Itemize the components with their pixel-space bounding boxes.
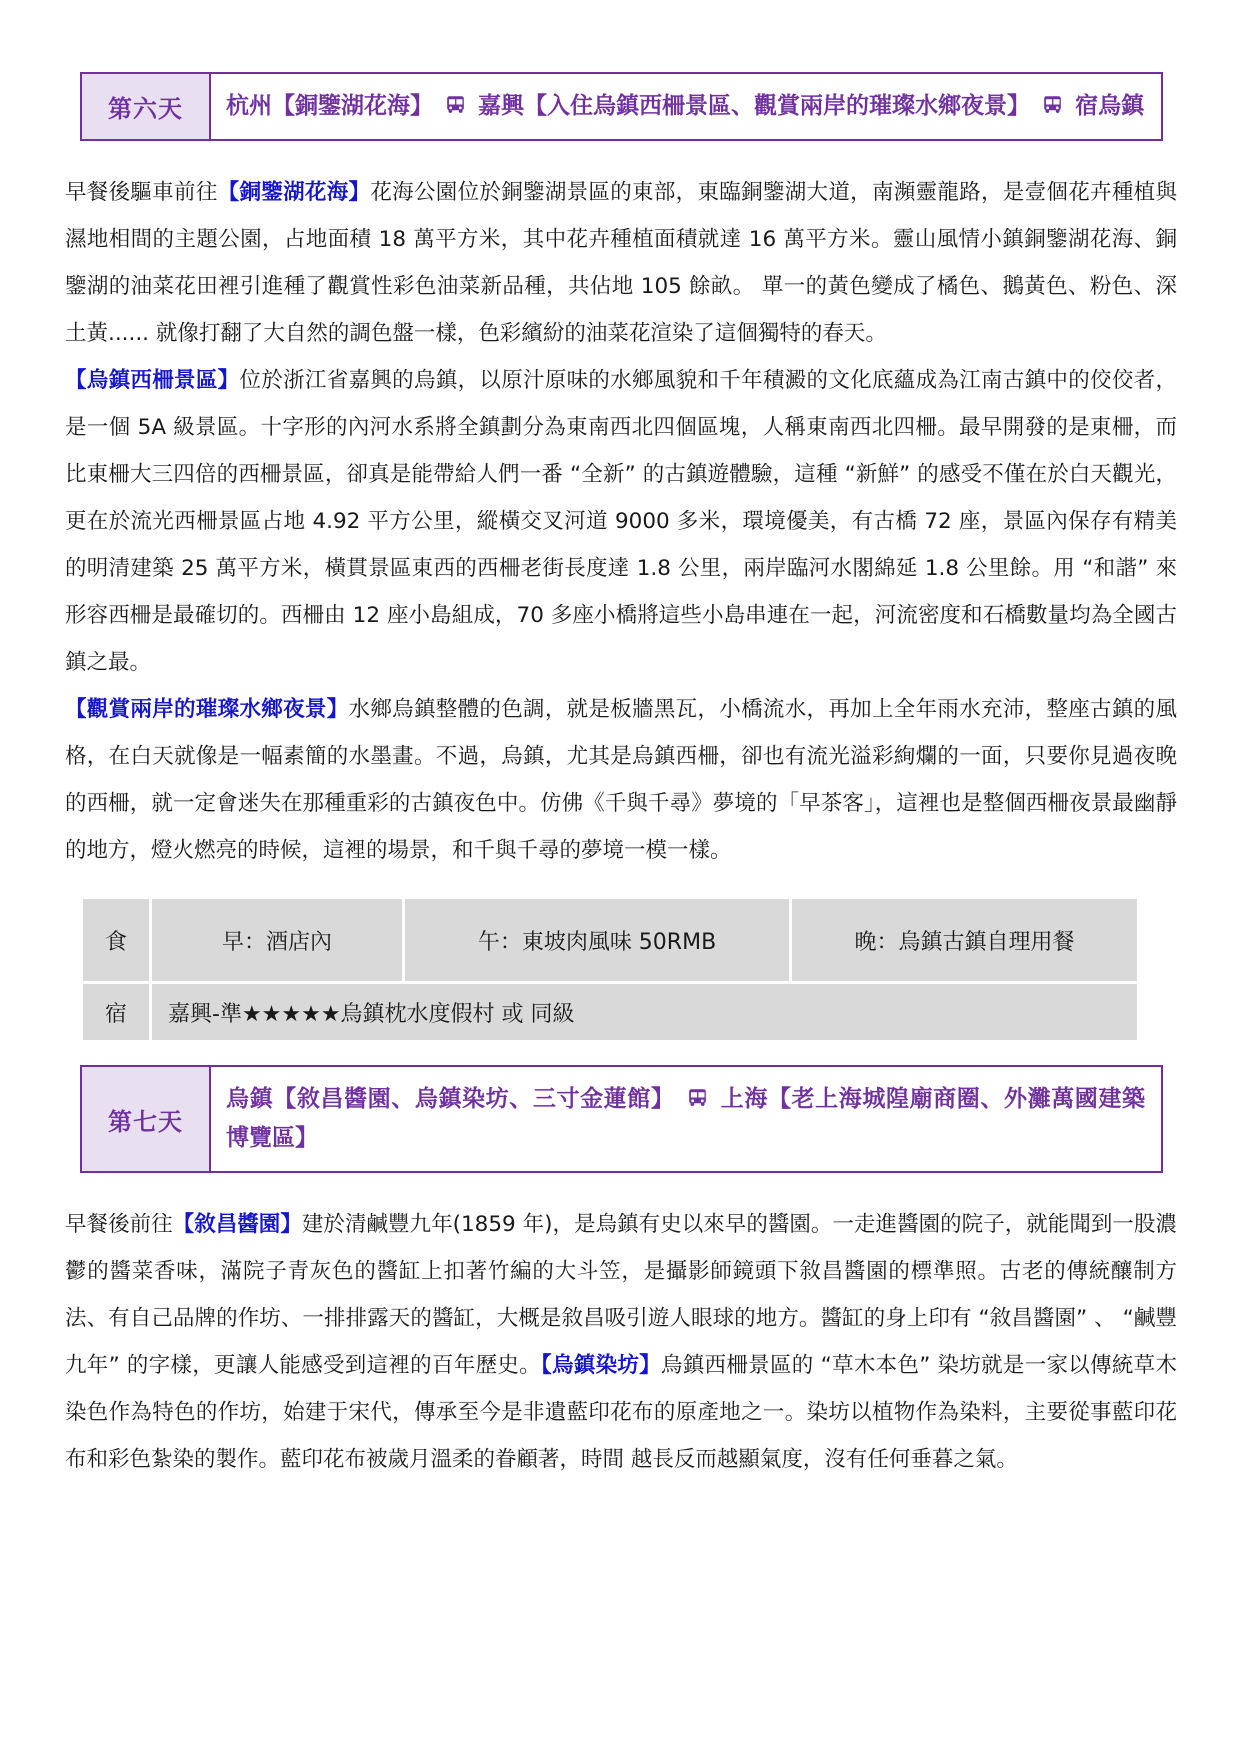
accommodation-row-label: 宿 [83,984,149,1040]
highlighted-attraction: 【烏鎮西柵景區】 [65,368,240,393]
text-run: 花海公園位於銅鑒湖景區的東部，東臨銅鑒湖大道，南瀕靈龍路，是壹個花卉種植與濕地相間的主題公園，占地面積 18 萬平方米，其中花卉種植面積就達 16 萬平方米。靈山風情小鎮銅鑒湖花海、銅鑒湖的油菜花田裡引進種了觀賞性彩色油菜新品種，共佔地 105 餘畝。 單一的黃色變成了橘色、鵝黃色、粉色、深土黃...... 就像打翻了大自然的調色盤一樣，色彩繽紛的油菜花渲染了這個獨特的春天。 [65,180,1177,346]
dinner-cell: 晚：烏鎮古鎮自理用餐 [792,899,1137,981]
day7-title [211,1067,1161,1171]
hotel-cell: 嘉興-準★★★★★烏鎮枕水度假村 或 同級 [152,984,1137,1040]
paragraph-xuchang-sauce-garden-dye-workshop [65,1201,1177,1483]
text-run: 建於清鹹豐九年(1859 年)，是烏鎮有史以來早的醬園。一走進醬園的院子，就能聞到一股濃鬱的醬菜香味，滿院子青灰色的醬缸上扣著竹編的大斗笠，是攝影師鏡頭下敘昌醬園的標準照。古老的傳統釀制方法、有自己品牌的作坊、一排排露天的醬缸，大概是敘昌吸引遊人眼球的地方。醬缸的身上印有 “敘昌醬園” 、 “鹹豐九年” 的字樣，更讓人能感受到這裡的百年歷史。 [65,1212,1177,1378]
highlighted-attraction: 【烏鎮染坊】 [540,1353,661,1378]
text-run: 宿烏鎮 [1075,93,1145,119]
meal-row-label: 食 [83,899,149,981]
text-run: 烏鎮【敘昌醬園、烏鎮染坊、三寸金蓮館】 [226,1086,675,1112]
day6-title [211,74,1161,139]
day6-description [65,169,1177,874]
text-run: 烏鎮西柵景區的 “草木本色” 染坊就是一家以傳統草木染色作為特色的作坊，始建于宋代，傳承至今是非遺藍印花布的原產地之一。染坊以植物作為染料，主要從事藍印花布和彩色紮染的製作。藍印花布被歲月溫柔的眷顧著，時間 越長反而越顯氣度，沒有任何垂暮之氣。 [65,1353,1177,1472]
meal-accommodation-table [80,896,1140,1043]
day6-header-box [80,72,1163,141]
paragraph-tongjian-lake-flower-sea [65,169,1177,357]
lunch-cell: 午：東坡肉風味 50RMB [405,899,789,981]
text-run: 早餐後前往 [65,1212,173,1237]
text-run: 位於浙江省嘉興的烏鎮，以原汁原味的水鄉風貌和千年積澱的文化底蘊成為江南古鎮中的佼佼者，是一個 5A 級景區。十字形的內河水系將全鎮劃分為東南西北四個區塊，人稱東南西北四柵。最早開發的是東柵，而比東柵大三四倍的西柵景區，卻真是能帶給人們一番 “全新” 的古鎮遊體驗，這種 “新鮮” 的感受不僅在於白天觀光，更在於流光西柵景區占地 4.92 平方公里，縱橫交叉河道 9000 多米，環境優美，有古橋 72 座，景區內保存有精美的明清建築 25 萬平方米，橫貫景區東西的西柵老街長度達 1.8 公里，兩岸臨河水閣綿延 1.8 公里餘。用 “和諧” 來形容西柵是最確切的。西柵由 12 座小島組成，70 多座小橋將這些小島串連在一起，河流密度和石橋數量均為全國古鎮之最。 [65,368,1177,675]
text-run: 嘉興【入住烏鎮西柵景區、觀賞兩岸的璀璨水鄉夜景】 [478,93,1031,119]
accommodation-row [83,984,1137,1040]
paragraph-night-view [65,686,1177,874]
text-run: 水鄉烏鎮整體的色調，就是板牆黑瓦，小橋流水，再加上全年雨水充沛，整座古鎮的風格，在白天就像是一幅素簡的水墨畫。不過，烏鎮，尤其是烏鎮西柵，卻也有流光溢彩絢爛的一面，只要你見過夜晚的西柵，就一定會迷失在那種重彩的古鎮夜色中。仿佛《千與千尋》夢境的「早茶客」，這裡也是整個西柵夜景最幽靜的地方，燈火燃亮的時候，這裡的場景，和千與千尋的夢境一模一樣。 [65,697,1177,863]
bus-icon [445,94,466,115]
highlighted-attraction: 【銅鑒湖花海】 [217,180,371,205]
highlighted-attraction: 【觀賞兩岸的璀璨水鄉夜景】 [65,697,349,722]
day6-label: 第六天 [82,74,211,139]
day7-header-box [80,1065,1163,1173]
bus-icon [1042,94,1063,115]
highlighted-attraction: 【敘昌醬園】 [172,1212,302,1237]
text-run: 杭州【銅鑒湖花海】 [226,93,433,119]
bus-icon [687,1087,708,1108]
text-run: 上海【老上海城隍廟商圈、外灘萬國建築博覽區】 [226,1086,1146,1151]
text-run: 早餐後驅車前往 [65,180,218,205]
breakfast-cell: 早：酒店內 [152,899,402,981]
day7-label: 第七天 [82,1067,211,1171]
paragraph-wuzhen-xizha [65,357,1177,686]
day7-description [65,1201,1177,1483]
meal-row [83,899,1137,981]
